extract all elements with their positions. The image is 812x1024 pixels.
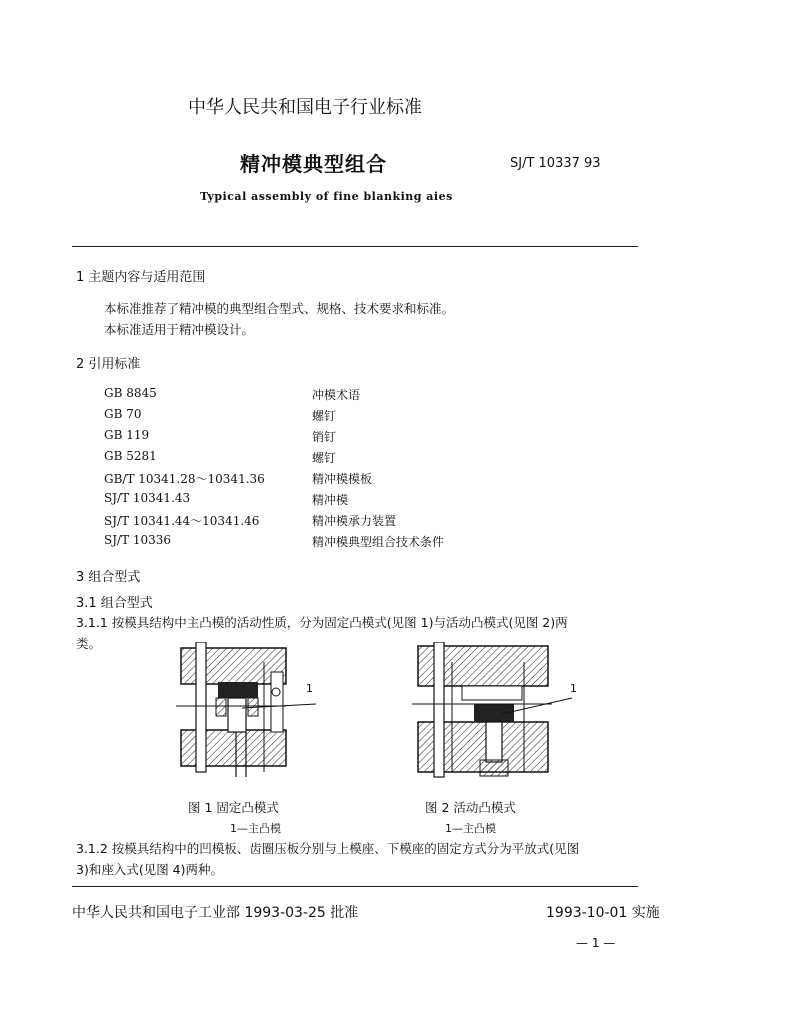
reference-name: 销钉 — [312, 430, 337, 444]
die-assembly — [412, 642, 572, 777]
reference-code: SJ/T 10341.43 — [104, 491, 191, 505]
figure-1-caption: 图 1 固定凸模式 — [188, 800, 279, 815]
issuer-approval: 中华人民共和国电子工业部 1993-03-25 批准 — [72, 905, 359, 921]
figure-2-drawing — [412, 642, 592, 782]
die-assembly — [176, 642, 316, 777]
reference-name: 螺钉 — [312, 451, 337, 465]
section-1-paragraph-1: 本标准推荐了精冲模的典型组合型式、规格、技术要求和标准。 — [104, 301, 455, 316]
document-subtitle-english: Typical assembly of fine blanking aies — [200, 190, 453, 203]
section-1-paragraph-2: 本标准适用于精冲模设计。 — [104, 322, 255, 337]
section-2-heading: 2 引用标准 — [76, 357, 141, 372]
clause-3-1-1-line-2: 类。 — [76, 636, 102, 651]
footer-divider — [72, 886, 638, 887]
clause-3-1-1-line-1: 3.1.1 按模具结构中主凸模的活动性质，分为固定凸模式(见图 1)与活动凸模式(见图 2)两 — [76, 615, 568, 630]
effective-date: 1993-10-01 实施 — [546, 905, 660, 921]
reference-code: GB 70 — [104, 407, 142, 421]
document-title: 精冲模典型组合 — [240, 152, 387, 176]
figure-1-drawing — [176, 642, 326, 782]
reference-code: SJ/T 10336 — [104, 533, 172, 547]
figure-2-callout: 1 — [570, 682, 577, 695]
reference-code: GB 8845 — [104, 386, 157, 400]
section-3-1-heading: 3.1 组合型式 — [76, 596, 153, 611]
reference-code: GB 5281 — [104, 449, 157, 463]
figure-1-legend: 1—主凸模 — [230, 822, 281, 835]
page-number: — 1 — — [576, 936, 616, 950]
standard-body-header: 中华人民共和国电子行业标准 — [188, 97, 422, 118]
reference-code: SJ/T 10341.44～10341.46 — [104, 514, 260, 528]
figure-2-caption: 图 2 活动凸模式 — [425, 800, 516, 815]
reference-name: 精冲模模板 — [312, 472, 373, 486]
section-1-heading: 1 主题内容与适用范围 — [76, 270, 206, 285]
clause-3-1-2-line-2: 3)和座入式(见图 4)两种。 — [76, 862, 224, 877]
reference-name: 精冲模 — [312, 493, 349, 507]
reference-name: 精冲模典型组合技术条件 — [312, 535, 445, 549]
reference-name: 精冲模承力装置 — [312, 514, 397, 528]
clause-3-1-2-line-1: 3.1.2 按模具结构中的凹模板、齿圈压板分别与上模座、下模座的固定方式分为平放式(见图 — [76, 841, 580, 856]
figure-2-legend: 1—主凸模 — [445, 822, 496, 835]
figure-1-callout: 1 — [306, 682, 313, 695]
reference-name: 螺钉 — [312, 409, 337, 423]
header-divider — [72, 246, 638, 247]
reference-code: GB 119 — [104, 428, 150, 442]
reference-name: 冲模术语 — [312, 388, 361, 402]
section-3-heading: 3 组合型式 — [76, 570, 141, 585]
reference-code: GB/T 10341.28～10341.36 — [104, 472, 265, 486]
standard-number: SJ/T 10337 93 — [510, 156, 601, 171]
